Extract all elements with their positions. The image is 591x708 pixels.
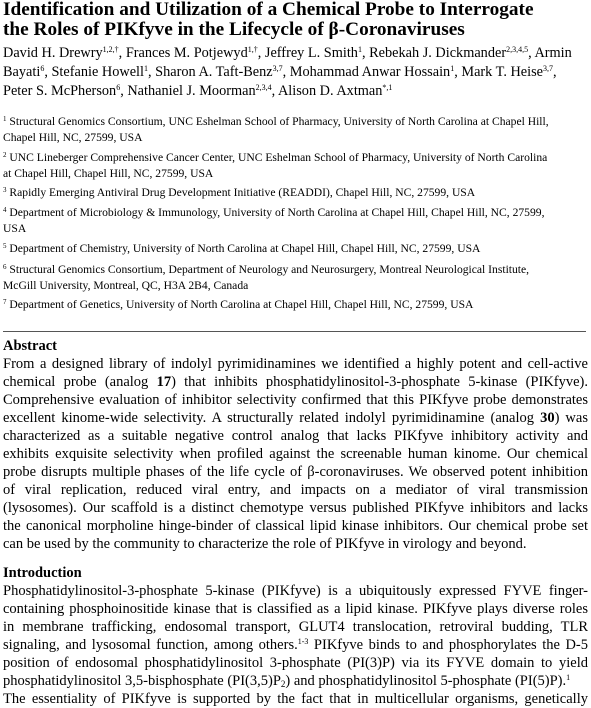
abstract-text-segment: exhibits exquisite selectivity when profiled against the screenable human kinome. Our chemical xyxy=(3,446,588,462)
author-affiliation-marker: 6 xyxy=(40,64,45,73)
compound-number: 17 xyxy=(156,374,172,390)
affiliation-line: Rapidly Emerging Antiviral Drug Development Initiative (READDI), Chapel Hill, NC, 27599, USA xyxy=(9,186,476,199)
abstract-text-segment: ) that inhibits phosphatidylinositol-3-phosphate 5-kinase (PIKfyve). xyxy=(171,374,589,390)
affiliation-number: 6 xyxy=(3,263,7,271)
author-name: Rebekah J. Dickmander xyxy=(369,45,507,61)
author-name: Peter S. McPherson xyxy=(3,83,117,99)
author-affiliation-marker: 1 xyxy=(357,45,362,54)
affiliation-line: Department of Genetics, University of North Carolina at Chapel Hill, Chapel Hill, NC, 27599, USA xyxy=(9,298,474,311)
author-affiliation-marker: 3,7 xyxy=(543,64,554,73)
abstract-line xyxy=(3,481,588,499)
affiliation-number: 4 xyxy=(3,206,7,214)
intro-line: Phosphatidylinositol-3-phosphate 5-kinase (PIKfyve) is a ubiquitously expressed FYVE finger- xyxy=(3,583,588,599)
intro-text: signaling, and lysosomal function, among others. xyxy=(3,637,298,653)
abstract-text-segment: probe disrupts multiple phases of the life cycle of β-coronaviruses. We observed potent inhibition xyxy=(3,464,588,480)
author-affiliation-marker: 2,3,4,5 xyxy=(506,45,529,54)
abstract-line xyxy=(3,445,588,463)
subscript: 2 xyxy=(280,679,286,689)
affiliation-item xyxy=(3,114,589,145)
intro-line: The essentiality of PIKfyve is supported by the fact that in multicellular organisms, genetically xyxy=(3,691,588,707)
affiliation-line: UNC Lineberger Comprehensive Cancer Center, UNC Eshelman School of Pharmacy, University of North Carolina xyxy=(9,151,548,164)
author-name: Alison D. Axtman xyxy=(277,83,383,99)
intro-line xyxy=(3,672,588,690)
abstract-line xyxy=(3,409,588,427)
author-name: Nathaniel J. Moorman xyxy=(127,83,256,99)
intro-line: in membrane trafficking, endosomal transport, GLUT4 translocation, retroviral budding, TLR xyxy=(3,619,588,635)
affiliation-number: 5 xyxy=(3,242,7,250)
introduction-heading: Introduction xyxy=(3,565,82,581)
affiliation-line: Structural Genomics Consortium, Department of Neurology and Neurosurgery, Montreal Neurological Institute, xyxy=(9,263,530,276)
affiliation-number: 2 xyxy=(3,151,7,159)
author-name: Frances M. Potjewyd xyxy=(125,45,248,61)
abstract-line xyxy=(3,535,588,553)
affiliation-number: 7 xyxy=(3,298,7,306)
author-name: David H. Drewry xyxy=(3,45,103,61)
affiliation-line: at Chapel Hill, Chapel Hill, NC, 27599, USA xyxy=(3,166,214,180)
abstract-text-segment: of viral replication, reduced viral entry, and impacts on a mediator of viral transmission xyxy=(3,482,588,498)
abstract-line xyxy=(3,499,588,517)
intro-line: position of endosomal phosphatidylinositol 3-phosphate (PI(3)P) via its FYVE domain to yield xyxy=(3,655,588,671)
abstract-line xyxy=(3,355,588,373)
author-affiliation-marker: 1 xyxy=(450,64,455,73)
affiliation-item xyxy=(3,262,589,293)
affiliation-item xyxy=(3,205,589,236)
abstract-line xyxy=(3,463,588,481)
intro-text: ) and phosphatidylinositol 5-phosphate (PI(5)P). xyxy=(285,673,567,689)
affiliation-line: Chapel Hill, NC, 27599, USA xyxy=(3,130,143,144)
affiliation-line: Department of Chemistry, University of North Carolina at Chapel Hill, Chapel Hill, NC, 27599, USA xyxy=(9,242,481,255)
abstract-text-segment: (lysosomes). Our scaffold is a distinct chemotype versus published PIKfyve inhibitors and lacks xyxy=(3,500,588,516)
abstract-heading: Abstract xyxy=(3,338,57,354)
abstract-text-segment: can be used by the community to characterize the role of PIKfyve in virology and beyond. xyxy=(3,536,527,552)
abstract-text xyxy=(3,355,588,553)
author-affiliation-marker: 6 xyxy=(116,83,121,92)
author-list: David H. Drewry$^{1,2,\dagger}$, Frances M. Potjewyd$^{1,\dagger}$, Jeffrey L. Smith$^1$, Rebekah J. Dickmander$^{2,3,4,5}$, Armin Bayati$^6$, Stefanie Howell$^1$, Sharon A. Taft-Benz$^{3,7}$, Mohammad Anwar Hossain$^1$, Mark T. Heise$^{3,7}$, Peter S. McPherson$^6$, Nathaniel J. Moorman$^{2,3,4}$, Alison D. Axtman$^{*,1}$ xyxy=(3,45,572,99)
affiliation-line: Structural Genomics Consortium, UNC Eshelman School of Pharmacy, University of North Carolina at Chapel Hill, xyxy=(9,115,549,128)
author-name: Sharon A. Taft-Benz xyxy=(155,64,273,80)
abstract-line xyxy=(3,373,588,391)
abstract-text-segment: excellent kinome-wide selectivity. A structurally related indolyl pyrimidinamine (analog xyxy=(3,410,541,426)
abstract-text-segment: chemical probe (analog xyxy=(3,374,157,390)
author-affiliation-marker: 1,2,† xyxy=(102,45,119,54)
author-affiliation-marker: 2,3,4 xyxy=(255,83,272,92)
abstract-line xyxy=(3,517,588,535)
abstract-text-segment: From a designed library of indolyl pyrimidinamines we identified a highly potent and cell-active xyxy=(3,356,588,372)
author-affiliation-marker: *,1 xyxy=(382,83,393,92)
affiliation-item xyxy=(3,150,589,181)
affiliation-line: USA xyxy=(3,221,27,235)
abstract-text-segment: Comprehensive evaluation of inhibitor selectivity confirmed that this PIKfyve probe demonstrates xyxy=(3,392,588,408)
affiliation-item xyxy=(3,297,589,313)
author-affiliation-marker: 1 xyxy=(144,64,148,73)
abstract-text-segment: characterized as a suitable negative control analog that lacks PIKfyve inhibitory activity and xyxy=(3,428,588,444)
author-name: Armin Bayati xyxy=(3,45,572,80)
author-name: Mark T. Heise xyxy=(461,64,544,80)
author-name: Stefanie Howell xyxy=(51,64,144,80)
affiliation-item xyxy=(3,241,589,257)
intro-text: PIKfyve binds to and phosphorylates the D-5 xyxy=(308,637,588,653)
citation: 1 xyxy=(566,673,571,682)
abstract-line xyxy=(3,391,588,409)
title-line-2: the Roles of PIKfyve in the Lifecycle of β-Coronaviruses xyxy=(3,19,465,40)
affiliation-number: 1 xyxy=(3,115,7,123)
affiliation-item xyxy=(3,185,589,201)
author-name: Jeffrey L. Smith xyxy=(264,45,358,61)
paper-title xyxy=(3,0,589,40)
author-name: Mohammad Anwar Hossain xyxy=(289,64,451,80)
section-divider xyxy=(3,331,586,332)
author-affiliation-marker: 1,† xyxy=(247,45,258,54)
introduction-text xyxy=(3,582,588,708)
abstract-text-segment: the canonical morpholine hinge-binder of classical lipid kinase inhibitors. Our chemical probe set xyxy=(3,518,588,534)
affiliation-number: 3 xyxy=(3,186,7,194)
abstract-line xyxy=(3,427,588,445)
author-affiliation-marker: 3,7 xyxy=(272,64,283,73)
affiliation-line: Department of Microbiology & Immunology, University of North Carolina at Chapel Hill, Chapel Hill, NC, 27599, xyxy=(9,206,545,219)
intro-line: containing phosphoinositide kinase that is classified as a lipid kinase. PIKfyve plays diverse roles xyxy=(3,601,588,617)
intro-line xyxy=(3,636,588,654)
intro-text: phosphatidylinositol 3,5-bisphosphate (PI(3,5)P xyxy=(3,673,281,689)
title-line-1: Identification and Utilization of a Chemical Probe to Interrogate xyxy=(3,0,534,20)
citation: 1-3 xyxy=(297,637,309,646)
abstract-text-segment: ) was xyxy=(554,410,588,426)
compound-number: 30 xyxy=(540,410,555,426)
affiliation-line: McGill University, Montreal, QC, H3A 2B4, Canada xyxy=(3,278,249,292)
